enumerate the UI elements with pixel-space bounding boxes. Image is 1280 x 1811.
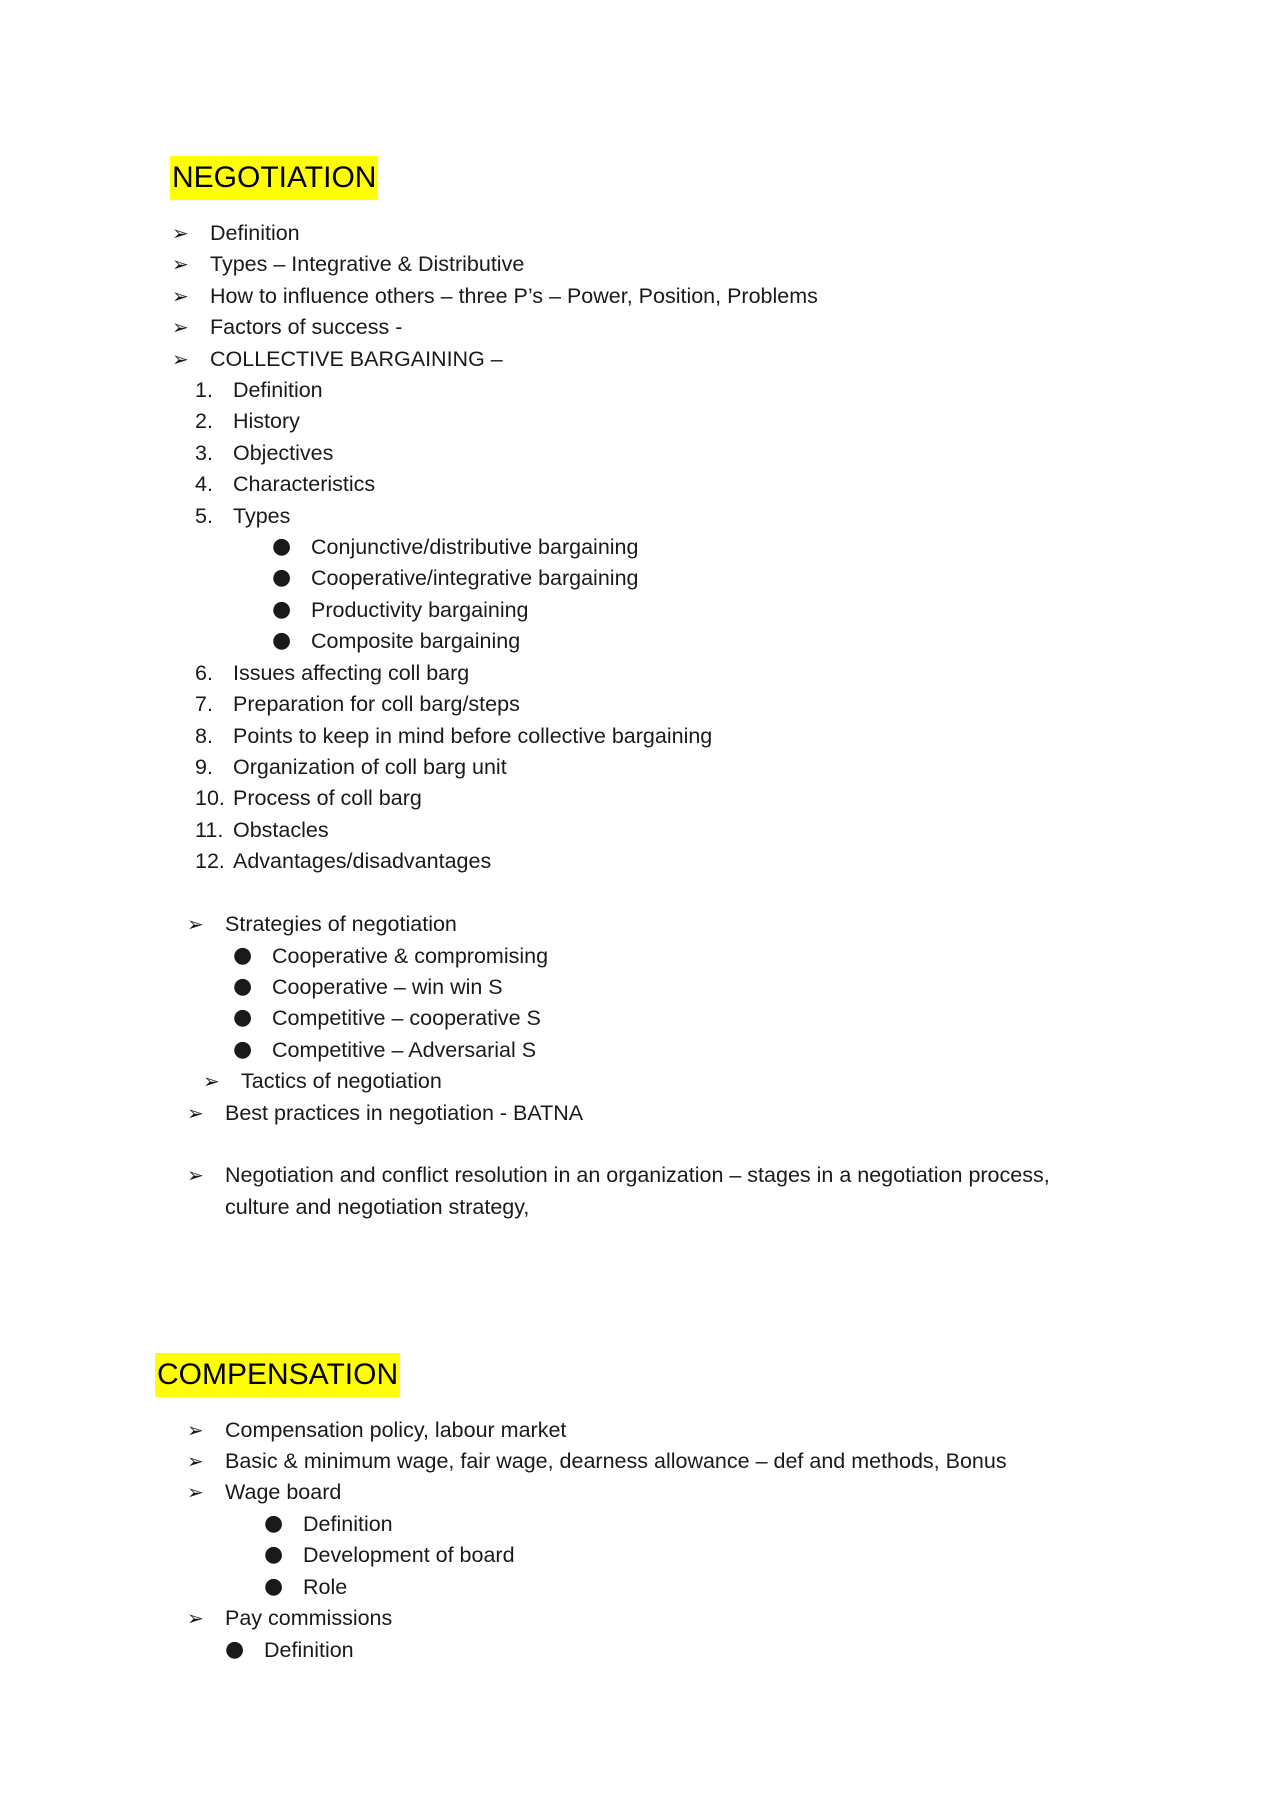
list-item: Competitive – cooperative S [272,1006,541,1030]
list-item: Obstacles [233,818,329,842]
list-number: 8. [195,724,213,748]
list-item: Negotiation and conflict resolution in an organization – stages in a negotiation process, [225,1163,1050,1187]
list-item: Advantages/disadvantages [233,849,492,873]
arrow-bullet-icon: ➢ [187,1163,204,1187]
list-item: Factors of success - [210,315,403,339]
list-item: Points to keep in mind before collective bargaining [233,724,713,748]
list-item-continuation: culture and negotiation strategy, [225,1195,530,1219]
list-number: 10. [195,786,225,810]
round-bullet-icon: ● [264,1574,284,1599]
arrow-bullet-icon: ➢ [172,284,189,308]
round-bullet-icon: ● [264,1511,284,1536]
list-item: Organization of coll barg unit [233,755,507,779]
list-item: Pay commissions [225,1606,393,1630]
round-bullet-icon: ● [272,628,292,653]
arrow-bullet-icon: ➢ [187,1449,204,1473]
round-bullet-icon: ● [233,1005,253,1030]
round-bullet-icon: ● [264,1542,284,1567]
list-item: Composite bargaining [311,629,521,653]
list-item: Characteristics [233,472,376,496]
list-item: Conjunctive/distributive bargaining [311,535,639,559]
compensation-heading: COMPENSATION [155,1353,400,1397]
list-item: Definition [210,221,300,245]
arrow-bullet-icon: ➢ [187,1418,204,1442]
list-number: 3. [195,441,213,465]
list-item: History [233,409,300,433]
list-item: Cooperative & compromising [272,944,549,968]
arrow-bullet-icon: ➢ [187,1480,204,1504]
arrow-bullet-icon: ➢ [172,252,189,276]
list-item: Productivity bargaining [311,598,529,622]
list-number: 2. [195,409,213,433]
list-item: Strategies of negotiation [225,912,457,936]
list-number: 7. [195,692,213,716]
list-item: Objectives [233,441,334,465]
arrow-bullet-icon: ➢ [172,315,189,339]
list-item: Process of coll barg [233,786,422,810]
list-item: How to influence others – three P’s – Power, Position, Problems [210,284,818,308]
list-item: Tactics of negotiation [241,1069,442,1093]
arrow-bullet-icon: ➢ [172,347,189,371]
arrow-bullet-icon: ➢ [187,912,204,936]
arrow-bullet-icon: ➢ [187,1606,204,1630]
list-number: 6. [195,661,213,685]
list-item: Wage board [225,1480,342,1504]
list-item: Basic & minimum wage, fair wage, dearness allowance – def and methods, Bonus [225,1449,1007,1473]
list-item: Development of board [303,1543,515,1567]
list-item: Compensation policy, labour market [225,1418,567,1442]
list-number: 12. [195,849,225,873]
list-item: Role [303,1575,348,1599]
list-number: 9. [195,755,213,779]
list-item: Best practices in negotiation - BATNA [225,1101,584,1125]
list-item: Types – Integrative & Distributive [210,252,525,276]
list-item: Definition [303,1512,393,1536]
round-bullet-icon: ● [272,597,292,622]
list-number: 4. [195,472,213,496]
list-item: Cooperative – win win S [272,975,503,999]
round-bullet-icon: ● [272,565,292,590]
list-item: Cooperative/integrative bargaining [311,566,639,590]
round-bullet-icon: ● [233,943,253,968]
list-number: 5. [195,504,213,528]
round-bullet-icon: ● [225,1637,245,1662]
list-item: Types [233,504,291,528]
list-item: Definition [233,378,323,402]
round-bullet-icon: ● [233,1037,253,1062]
list-number: 1. [195,378,213,402]
arrow-bullet-icon: ➢ [172,221,189,245]
negotiation-heading: NEGOTIATION [170,156,378,200]
arrow-bullet-icon: ➢ [187,1101,204,1125]
list-item: Competitive – Adversarial S [272,1038,537,1062]
list-item: COLLECTIVE BARGAINING – [210,347,503,371]
round-bullet-icon: ● [272,534,292,559]
list-item: Issues affecting coll barg [233,661,470,685]
list-item: Preparation for coll barg/steps [233,692,520,716]
list-item: Definition [264,1638,354,1662]
arrow-bullet-icon: ➢ [203,1069,220,1093]
round-bullet-icon: ● [233,974,253,999]
list-number: 11. [195,818,224,842]
